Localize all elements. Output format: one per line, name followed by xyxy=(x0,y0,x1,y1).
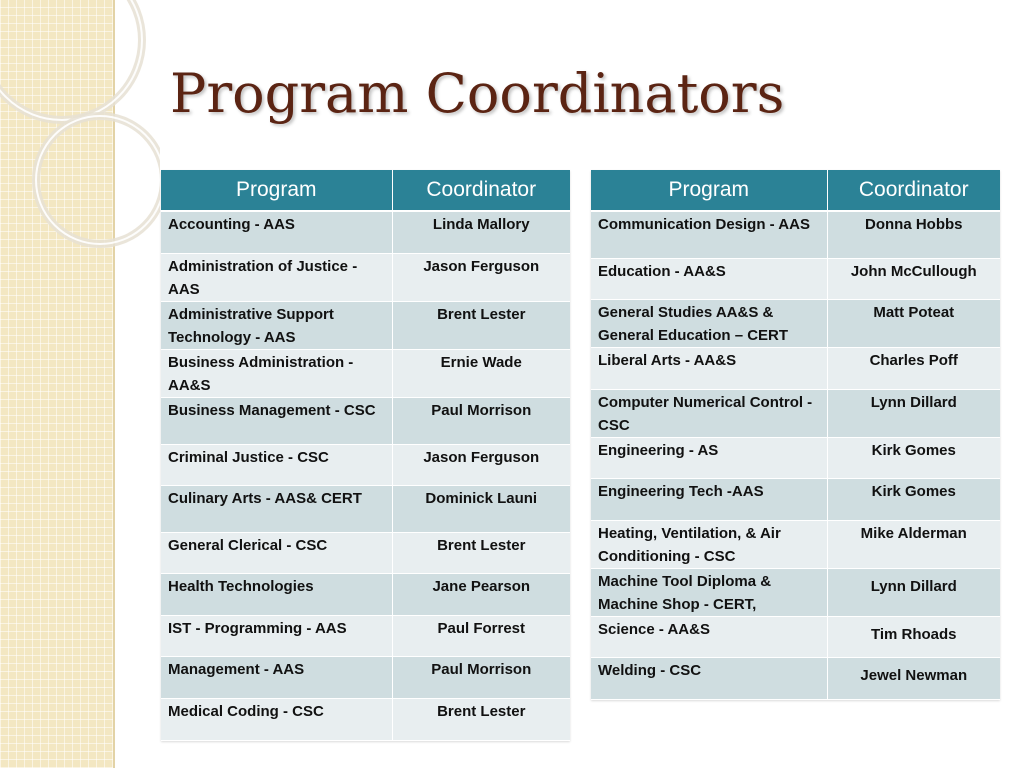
program-cell: IST - Programming - AAS xyxy=(161,615,392,656)
program-cell: Administration of Justice - AAS xyxy=(161,253,392,301)
coordinator-cell: Brent Lester xyxy=(392,698,570,740)
coordinator-cell: Paul Morrison xyxy=(392,656,570,698)
table-row xyxy=(161,698,570,740)
table-row xyxy=(591,347,1000,389)
program-cell: Business Administration - AA&S xyxy=(161,349,392,397)
coordinators-table-left xyxy=(161,170,570,741)
coordinator-cell: Jane Pearson xyxy=(392,573,570,615)
program-cell: Criminal Justice - CSC xyxy=(161,444,392,485)
column-header-program: Program xyxy=(161,170,392,211)
program-cell: Engineering - AS xyxy=(591,437,827,478)
table-row xyxy=(161,211,570,253)
table-row xyxy=(161,485,570,532)
table-row xyxy=(161,301,570,349)
coordinator-cell: Paul Morrison xyxy=(392,397,570,444)
table-row xyxy=(591,211,1000,258)
table-row xyxy=(591,258,1000,299)
coordinator-cell: Lynn Dillard xyxy=(827,389,1000,437)
table-header-row xyxy=(161,170,570,211)
program-cell: Education - AA&S xyxy=(591,258,827,299)
table-row xyxy=(161,444,570,485)
coordinator-cell: Charles Poff xyxy=(827,347,1000,389)
table-row xyxy=(161,573,570,615)
coordinator-cell: John McCullough xyxy=(827,258,1000,299)
table-header-row xyxy=(591,170,1000,211)
table-row xyxy=(161,656,570,698)
coordinator-cell: Brent Lester xyxy=(392,301,570,349)
program-cell: Engineering Tech -AAS xyxy=(591,478,827,520)
table-row xyxy=(591,616,1000,657)
program-cell: Accounting - AAS xyxy=(161,211,392,253)
coordinator-cell: Lynn Dillard xyxy=(827,568,1000,616)
table-row xyxy=(591,478,1000,520)
program-cell: General Clerical - CSC xyxy=(161,532,392,573)
coordinator-cell: Jewel Newman xyxy=(827,657,1000,699)
coordinator-cell: Tim Rhoads xyxy=(827,616,1000,657)
program-cell: Business Management - CSC xyxy=(161,397,392,444)
coordinator-cell: Matt Poteat xyxy=(827,299,1000,347)
table-row xyxy=(161,532,570,573)
program-cell: Administrative Support Technology - AAS xyxy=(161,301,392,349)
table-row xyxy=(161,615,570,656)
table-row xyxy=(161,253,570,301)
coordinators-table-right xyxy=(591,170,1000,700)
coordinator-cell: Mike Alderman xyxy=(827,520,1000,568)
coordinator-cell: Kirk Gomes xyxy=(827,478,1000,520)
program-cell: Machine Tool Diploma & Machine Shop - CERT, xyxy=(591,568,827,616)
program-cell: Health Technologies xyxy=(161,573,392,615)
program-cell: General Studies AA&S & General Education – CERT xyxy=(591,299,827,347)
table-row xyxy=(591,299,1000,347)
column-header-coordinator: Coordinator xyxy=(392,170,570,211)
coordinator-cell: Kirk Gomes xyxy=(827,437,1000,478)
coordinator-cell: Paul Forrest xyxy=(392,615,570,656)
program-cell: Communication Design - AAS xyxy=(591,211,827,258)
program-cell: Culinary Arts - AAS& CERT xyxy=(161,485,392,532)
table-row xyxy=(591,657,1000,699)
coordinator-cell: Jason Ferguson xyxy=(392,444,570,485)
decorative-rings xyxy=(0,0,160,270)
program-cell: Science - AA&S xyxy=(591,616,827,657)
program-cell: Management - AAS xyxy=(161,656,392,698)
coordinator-cell: Jason Ferguson xyxy=(392,253,570,301)
table-row xyxy=(161,349,570,397)
coordinator-cell: Dominick Launi xyxy=(392,485,570,532)
table-row xyxy=(591,568,1000,616)
page-title: Program Coordinators xyxy=(170,62,785,125)
table-row xyxy=(591,520,1000,568)
program-cell: Computer Numerical Control - CSC xyxy=(591,389,827,437)
coordinator-cell: Donna Hobbs xyxy=(827,211,1000,258)
table-row xyxy=(161,397,570,444)
coordinator-cell: Linda Mallory xyxy=(392,211,570,253)
coordinator-cell: Ernie Wade xyxy=(392,349,570,397)
program-cell: Welding - CSC xyxy=(591,657,827,699)
program-cell: Medical Coding - CSC xyxy=(161,698,392,740)
coordinator-cell: Brent Lester xyxy=(392,532,570,573)
table-row xyxy=(591,437,1000,478)
column-header-program: Program xyxy=(591,170,827,211)
program-cell: Liberal Arts - AA&S xyxy=(591,347,827,389)
table-row xyxy=(591,389,1000,437)
column-header-coordinator: Coordinator xyxy=(827,170,1000,211)
program-cell: Heating, Ventilation, & Air Conditioning - CSC xyxy=(591,520,827,568)
